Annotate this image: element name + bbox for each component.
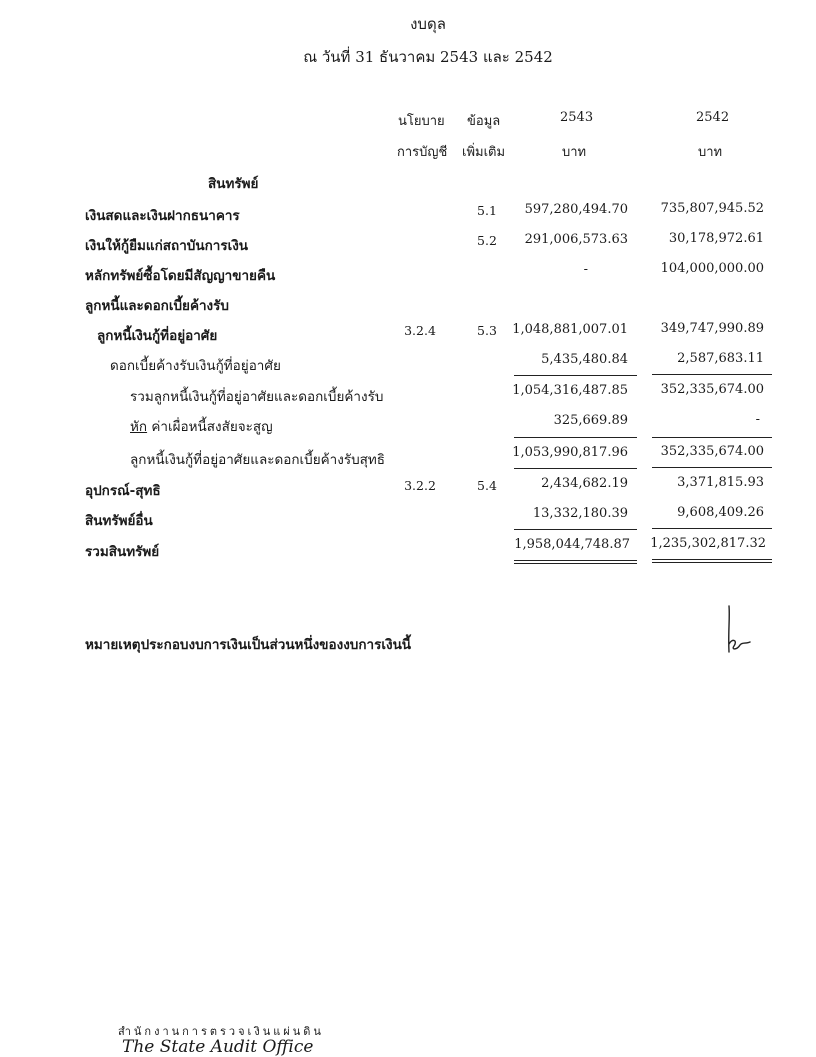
- row-value-2542: 3,371,815.93: [677, 475, 764, 490]
- row-label: รวมลูกหนี้เงินกู้ที่อยู่อาศัยและดอกเบี้ยค้างรับ: [130, 389, 384, 405]
- row-value-2542: 1,235,302,817.32: [650, 536, 766, 551]
- row-value-2543: 13,332,180.39: [532, 506, 628, 521]
- row-label: เงินสดและเงินฝากธนาคาร: [85, 208, 240, 224]
- row-label-text: ค่าเผื่อหนี้สงสัยจะสูญ: [151, 419, 273, 435]
- row-value-2542: 104,000,000.00: [660, 261, 764, 276]
- page-title: งบดุล: [410, 15, 446, 33]
- col-note-line2: เพิ่มเติม: [462, 145, 506, 160]
- total-rule-2542: [652, 528, 772, 529]
- row-note: 5.3: [477, 323, 497, 338]
- row-value-2542: -: [755, 412, 760, 427]
- row-value-2542: 352,335,674.00: [660, 382, 764, 397]
- row-value-2542: 735,807,945.52: [660, 201, 764, 216]
- row-label: รวมสินทรัพย์: [85, 544, 160, 560]
- row-value-2543: -: [583, 262, 588, 277]
- row-value-2543: 1,053,990,817.96: [512, 445, 628, 460]
- footer-office-thai: สำนักงานการตรวจเงินแผ่นดิน: [118, 1025, 324, 1038]
- row-value-2543: 5,435,480.84: [541, 352, 628, 367]
- row-label: ลูกหนี้และดอกเบี้ยค้างรับ: [85, 298, 229, 314]
- row-label: ลูกหนี้เงินกู้ที่อยู่อาศัยและดอกเบี้ยค้างรับสุทธิ: [130, 452, 386, 468]
- row-value-2543: 2,434,682.19: [541, 476, 628, 491]
- total-rule-2543: [514, 529, 637, 530]
- net-rule-2543: [514, 437, 637, 438]
- row-label: ลูกหนี้เงินกู้ที่อยู่อาศัย: [97, 328, 218, 344]
- row-policy: 3.2.2: [404, 478, 436, 493]
- signature-initials: [720, 604, 754, 656]
- footnote-text: หมายเหตุประกอบงบการเงินเป็นส่วนหนึ่งของงบการเงินนี้: [85, 637, 412, 653]
- less-prefix: หัก: [130, 419, 148, 435]
- col-2542-unit: บาท: [698, 145, 723, 160]
- col-2543-year: 2543: [560, 110, 594, 125]
- page-subtitle: ณ วันที่ 31 ธันวาคม 2543 และ 2542: [303, 48, 553, 66]
- row-value-2543: 325,669.89: [553, 413, 628, 428]
- row-value-2542: 9,608,409.26: [677, 505, 764, 520]
- row-value-2543: 1,958,044,748.87: [514, 537, 630, 552]
- grand-total-double-rule-2542: [652, 559, 772, 563]
- row-label: ดอกเบี้ยค้างรับเงินกู้ที่อยู่อาศัย: [110, 358, 281, 374]
- col-note-line1: ข้อมูล: [467, 114, 501, 129]
- col-2543-unit: บาท: [562, 145, 587, 160]
- col-policy-line2: การบัญชี: [397, 145, 448, 160]
- row-value-2543: 1,054,316,487.85: [512, 383, 628, 398]
- row-value-2542: 30,178,972.61: [668, 231, 764, 246]
- net-rule-2542: [652, 437, 772, 438]
- net-total-rule-2542: [652, 467, 772, 468]
- subtotal-rule-2543: [514, 375, 637, 376]
- row-note: 5.2: [477, 233, 497, 248]
- row-value-2542: 352,335,674.00: [660, 444, 764, 459]
- row-value-2542: 2,587,683.11: [677, 351, 764, 366]
- col-policy-line1: นโยบาย: [398, 114, 445, 129]
- row-label: เงินให้กู้ยืมแก่สถาบันการเงิน: [85, 238, 249, 254]
- row-note: 5.4: [477, 478, 497, 493]
- row-value-2543: 597,280,494.70: [524, 202, 628, 217]
- row-value-2543: 1,048,881,007.01: [512, 322, 628, 337]
- row-label: [130, 415, 273, 437]
- section-title-assets: สินทรัพย์: [208, 176, 259, 192]
- subtotal-rule-2542: [652, 374, 772, 375]
- net-total-rule-2543: [514, 468, 637, 469]
- row-label: หลักทรัพย์ซื้อโดยมีสัญญาขายคืน: [85, 268, 276, 284]
- row-policy: 3.2.4: [404, 323, 436, 338]
- grand-total-double-rule-2543: [514, 560, 637, 564]
- footer-office-english: The State Audit Office: [122, 1037, 314, 1057]
- row-value-2543: 291,006,573.63: [524, 232, 628, 247]
- row-value-2542: 349,747,990.89: [660, 321, 764, 336]
- row-label: สินทรัพย์อื่น: [85, 513, 153, 529]
- row-label: อุปกรณ์-สุทธิ: [85, 483, 161, 499]
- row-note: 5.1: [477, 203, 497, 218]
- col-2542-year: 2542: [696, 110, 730, 125]
